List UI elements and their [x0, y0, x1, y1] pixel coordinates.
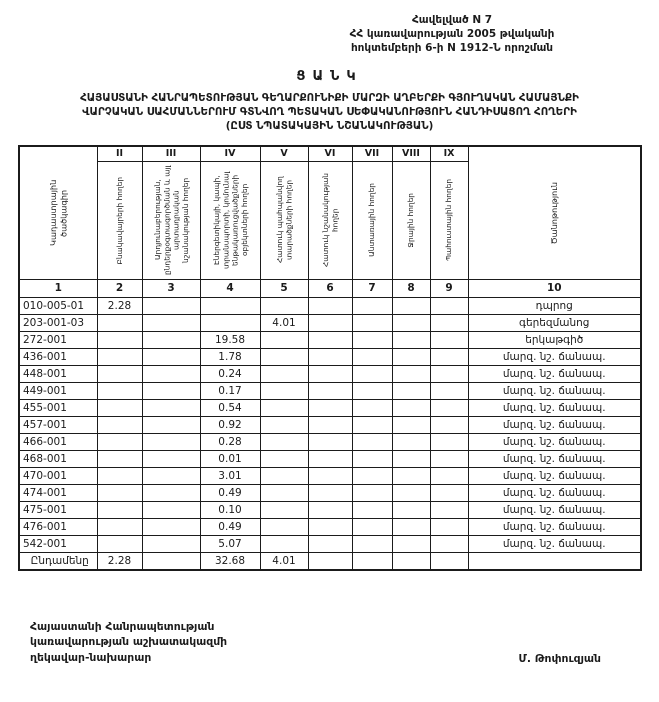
value-cell-col7	[352, 348, 392, 365]
col-number-5: 5	[260, 279, 308, 297]
value-cell-col6	[308, 314, 352, 331]
value-cell-col8	[392, 433, 430, 450]
value-cell-col6	[308, 433, 352, 450]
value-cell-col4: 0.10	[200, 501, 260, 518]
roman-vii: VII	[352, 146, 392, 162]
value-cell-col8	[392, 535, 430, 552]
value-cell-col5	[260, 399, 308, 416]
col-number-3: 3	[142, 279, 200, 297]
value-cell-col4: 0.01	[200, 450, 260, 467]
total-col-6	[308, 552, 352, 570]
value-cell-col3	[142, 416, 200, 433]
value-cell-col9	[430, 467, 468, 484]
col-number-4: 4	[200, 279, 260, 297]
value-cell-col4: 5.07	[200, 535, 260, 552]
table-row	[19, 348, 641, 365]
value-cell-col3	[142, 501, 200, 518]
total-col-4: 32.68	[200, 552, 260, 570]
col-number-2: 2	[97, 279, 142, 297]
signatory-name: Մ. Թոփուզյան	[518, 651, 601, 665]
value-cell-col7	[352, 382, 392, 399]
value-cell-col4: 0.92	[200, 416, 260, 433]
table-header-block	[19, 146, 641, 298]
appendix-line-1: Հավելված N 7	[411, 14, 493, 26]
roman-ii: II	[97, 146, 142, 162]
value-cell-col2	[97, 467, 142, 484]
value-cell-col2	[97, 450, 142, 467]
value-cell-col7	[352, 399, 392, 416]
value-cell-col6	[308, 382, 352, 399]
value-cell-col7	[352, 331, 392, 348]
value-cell-col5	[260, 365, 308, 382]
total-col-9	[430, 552, 468, 570]
value-cell-col8	[392, 450, 430, 467]
value-cell-col2	[97, 365, 142, 382]
value-cell-col9	[430, 382, 468, 399]
value-cell-col8	[392, 416, 430, 433]
header-residential-lands: Բնակավայրերի հողեր	[97, 161, 142, 279]
appendix-line-2: ՀՀ կառավարության 2005 թվականի	[349, 27, 555, 40]
table-row	[19, 297, 641, 314]
value-cell-col2	[97, 535, 142, 552]
value-cell-col9	[430, 535, 468, 552]
value-cell-col9	[430, 501, 468, 518]
header-cadastral-code	[19, 146, 97, 280]
value-cell-col6	[308, 467, 352, 484]
table-row	[19, 331, 641, 348]
cadastral-code-cell: 449-001	[19, 382, 97, 399]
note-cell: երկաթգիծ	[468, 331, 641, 348]
total-col-7	[352, 552, 392, 570]
value-cell-col4: 0.49	[200, 518, 260, 535]
value-cell-col8	[392, 331, 430, 348]
value-cell-col4: 19.58	[200, 331, 260, 348]
value-cell-col5	[260, 331, 308, 348]
value-cell-col7	[352, 518, 392, 535]
value-cell-col3	[142, 399, 200, 416]
table-row	[19, 518, 641, 535]
value-cell-col8	[392, 382, 430, 399]
value-cell-col7	[352, 433, 392, 450]
col-number-6: 6	[308, 279, 352, 297]
col-number-7: 7	[352, 279, 392, 297]
value-cell-col3	[142, 467, 200, 484]
value-cell-col3	[142, 382, 200, 399]
table-row	[19, 484, 641, 501]
value-cell-col2	[97, 501, 142, 518]
value-cell-col6	[308, 450, 352, 467]
signatory-line-1: Հայաստանի Հանրապետության	[30, 619, 215, 633]
note-cell: մարզ. նշ. ճանապ.	[468, 365, 641, 382]
total-col-2: 2.28	[97, 552, 142, 570]
cadastral-code-cell: 475-001	[19, 501, 97, 518]
note-cell: գերեզմանոց	[468, 314, 641, 331]
roman-iii: III	[142, 146, 200, 162]
value-cell-col5	[260, 484, 308, 501]
header-reserve-lands: Պահուստային հողեր	[430, 161, 468, 279]
value-cell-col4: 0.49	[200, 484, 260, 501]
total-row	[19, 552, 641, 570]
value-cell-col9	[430, 314, 468, 331]
value-cell-col5	[260, 501, 308, 518]
value-cell-col3	[142, 518, 200, 535]
roman-ix: IX	[430, 146, 468, 162]
value-cell-col8	[392, 365, 430, 382]
table-row	[19, 433, 641, 450]
table-body	[19, 297, 641, 552]
note-cell: մարզ. նշ. ճանապ.	[468, 518, 641, 535]
value-cell-col3	[142, 450, 200, 467]
value-cell-col2	[97, 348, 142, 365]
subtitle-line-2: ՎԱՐՉԱԿԱՆ ՍԱՀՄԱՆՆԵՐՈՒՄ ԳՏՆՎՈՂ ՊԵՏԱԿԱՆ ՍԵՓԱԿԱՆՈՒԹՅՈՒՆ ՀԱՆԴԻՍԱՑՈՂ ՀՈՂԵՐԻ	[82, 105, 577, 118]
value-cell-col3	[142, 314, 200, 331]
value-cell-col2	[97, 433, 142, 450]
value-cell-col3	[142, 297, 200, 314]
value-cell-col9	[430, 331, 468, 348]
value-cell-col2	[97, 382, 142, 399]
subtitle-line-3: (ԸՍՏ ՆՊԱՏԱԿԱՅԻՆ ՆՇԱՆԱԿՈՒԹՅԱՆ)	[225, 120, 434, 133]
value-cell-col8	[392, 297, 430, 314]
header-energy-transport-lands: Էներգետիկայի, կապի, տրանսպորտի, կոմունալ ենթակառուցվածքների օբյեկտների հողեր	[200, 161, 260, 279]
subtitle-line-1: ՀԱՅԱՍՏԱՆԻ ՀԱՆՐԱՊԵՏՈՒԹՅԱՆ ԳԵՂԱՐՔՈՒՆԻՔԻ ՄԱՐԶԻ ԱՂԲԵՐՔԻ ԳՅՈՒՂԱԿԱՆ ՀԱՄԱՅՆՔԻ	[80, 91, 579, 104]
value-cell-col8	[392, 314, 430, 331]
value-cell-col9	[430, 450, 468, 467]
value-cell-col8	[392, 467, 430, 484]
value-cell-col4: 3.01	[200, 467, 260, 484]
table-row	[19, 416, 641, 433]
value-cell-col5	[260, 535, 308, 552]
value-cell-col5	[260, 382, 308, 399]
value-cell-col6	[308, 518, 352, 535]
roman-vi: VI	[308, 146, 352, 162]
cadastral-code-cell: 542-001	[19, 535, 97, 552]
cadastral-code-cell: 203-001-03	[19, 314, 97, 331]
value-cell-col2	[97, 331, 142, 348]
table-row	[19, 450, 641, 467]
value-cell-col2	[97, 518, 142, 535]
total-col-5: 4.01	[260, 552, 308, 570]
note-cell: մարզ. նշ. ճանապ.	[468, 382, 641, 399]
table-row	[19, 399, 641, 416]
col-number-8: 8	[392, 279, 430, 297]
roman-numeral-row	[19, 146, 641, 162]
value-cell-col6	[308, 348, 352, 365]
note-cell: մարզ. նշ. ճանապ.	[468, 467, 641, 484]
value-cell-col4	[200, 314, 260, 331]
value-cell-col3	[142, 433, 200, 450]
value-cell-col2	[97, 314, 142, 331]
header-industrial-lands: Արդյունաբերության, ընդերքօգտագործման և այլ արտադրական նշանակության հողեր	[142, 161, 200, 279]
note-cell: մարզ. նշ. ճանապ.	[468, 535, 641, 552]
header-notes-text: Ծանոթություն	[549, 181, 560, 244]
value-cell-col9	[430, 348, 468, 365]
value-cell-col5	[260, 348, 308, 365]
table-row	[19, 535, 641, 552]
value-cell-col6	[308, 416, 352, 433]
signatory-line-3: ղեկավար-նախարար	[30, 651, 152, 665]
signatory-line-2: կառավարության աշխատակազմի	[30, 635, 228, 649]
value-cell-col8	[392, 399, 430, 416]
cadastral-code-cell: 436-001	[19, 348, 97, 365]
value-cell-col5	[260, 297, 308, 314]
value-cell-col4: 0.17	[200, 382, 260, 399]
value-cell-col7	[352, 416, 392, 433]
value-cell-col5	[260, 450, 308, 467]
value-cell-col4: 1.78	[200, 348, 260, 365]
value-cell-col8	[392, 501, 430, 518]
value-cell-col7	[352, 297, 392, 314]
header-special-purpose-lands: Հատուկ նշանակության հողեր	[308, 161, 352, 279]
value-cell-col9	[430, 399, 468, 416]
value-cell-col4: 0.28	[200, 433, 260, 450]
col-number-10: 10	[468, 279, 641, 297]
value-cell-col5	[260, 416, 308, 433]
value-cell-col9	[430, 297, 468, 314]
value-cell-col7	[352, 484, 392, 501]
value-cell-col7	[352, 314, 392, 331]
cadastral-code-cell: 476-001	[19, 518, 97, 535]
header-protected-areas-lands: Հատուկ պահպանվող տարածքների հողեր	[260, 161, 308, 279]
cadastral-code-cell: 474-001	[19, 484, 97, 501]
value-cell-col9	[430, 433, 468, 450]
value-cell-col6	[308, 399, 352, 416]
table-row	[19, 382, 641, 399]
value-cell-col7	[352, 450, 392, 467]
appendix-block	[277, 14, 627, 56]
value-cell-col2	[97, 416, 142, 433]
col-number-9: 9	[430, 279, 468, 297]
value-cell-col7	[352, 467, 392, 484]
total-label: Ընդամենը	[19, 552, 97, 570]
value-cell-col9	[430, 416, 468, 433]
value-cell-col3	[142, 535, 200, 552]
value-cell-col6	[308, 331, 352, 348]
value-cell-col6	[308, 535, 352, 552]
document-title: ՑԱՆԿ	[296, 68, 363, 84]
roman-viii: VIII	[392, 146, 430, 162]
note-cell: մարզ. նշ. ճանապ.	[468, 348, 641, 365]
table-row	[19, 501, 641, 518]
note-cell: մարզ. նշ. ճանապ.	[468, 433, 641, 450]
header-forest-lands: Անտառային հողեր	[352, 161, 392, 279]
total-col-3	[142, 552, 200, 570]
value-cell-col9	[430, 518, 468, 535]
value-cell-col5	[260, 467, 308, 484]
table-row	[19, 467, 641, 484]
value-cell-col6	[308, 484, 352, 501]
value-cell-col3	[142, 348, 200, 365]
document-subtitle	[18, 91, 641, 134]
value-cell-col7	[352, 535, 392, 552]
value-cell-col9	[430, 484, 468, 501]
value-cell-col6	[308, 365, 352, 382]
signatory-title	[30, 619, 227, 666]
header-water-lands: Ջրային հողեր	[392, 161, 430, 279]
value-cell-col4: 0.24	[200, 365, 260, 382]
value-cell-col6	[308, 297, 352, 314]
value-cell-col8	[392, 348, 430, 365]
roman-v: V	[260, 146, 308, 162]
value-cell-col5	[260, 433, 308, 450]
table-row	[19, 365, 641, 382]
table-row	[19, 314, 641, 331]
value-cell-col3	[142, 365, 200, 382]
cadastral-code-cell: 466-001	[19, 433, 97, 450]
value-cell-col4: 0.54	[200, 399, 260, 416]
signature-block	[18, 619, 641, 666]
value-cell-col7	[352, 365, 392, 382]
cadastral-code-cell: 010-005-01	[19, 297, 97, 314]
value-cell-col5	[260, 518, 308, 535]
note-cell: դպրոց	[468, 297, 641, 314]
note-cell: մարզ. նշ. ճանապ.	[468, 450, 641, 467]
value-cell-col4	[200, 297, 260, 314]
cadastral-code-cell: 470-001	[19, 467, 97, 484]
value-cell-col9	[430, 365, 468, 382]
value-cell-col2: 2.28	[97, 297, 142, 314]
total-note	[468, 552, 641, 570]
cadastral-code-cell: 468-001	[19, 450, 97, 467]
total-col-8	[392, 552, 430, 570]
value-cell-col8	[392, 484, 430, 501]
value-cell-col6	[308, 501, 352, 518]
note-cell: մարզ. նշ. ճանապ.	[468, 399, 641, 416]
header-notes	[468, 146, 641, 280]
appendix-line-3: հոկտեմբերի 6-ի N 1912-Ն որոշման	[350, 41, 554, 54]
value-cell-col3	[142, 331, 200, 348]
value-cell-col2	[97, 484, 142, 501]
header-cadastral-code-text: Կադաստրային ծածկագիր	[48, 179, 69, 246]
note-cell: մարզ. նշ. ճանապ.	[468, 416, 641, 433]
cadastral-code-cell: 455-001	[19, 399, 97, 416]
value-cell-col8	[392, 518, 430, 535]
cadastral-code-cell: 457-001	[19, 416, 97, 433]
value-cell-col5: 4.01	[260, 314, 308, 331]
value-cell-col2	[97, 399, 142, 416]
note-cell: մարզ. նշ. ճանապ.	[468, 501, 641, 518]
note-cell: մարզ. նշ. ճանապ.	[468, 484, 641, 501]
roman-iv: IV	[200, 146, 260, 162]
land-parcels-table	[18, 145, 642, 571]
value-cell-col7	[352, 501, 392, 518]
col-number-1: 1	[19, 279, 97, 297]
cadastral-code-cell: 272-001	[19, 331, 97, 348]
value-cell-col3	[142, 484, 200, 501]
column-number-row	[19, 279, 641, 297]
cadastral-code-cell: 448-001	[19, 365, 97, 382]
